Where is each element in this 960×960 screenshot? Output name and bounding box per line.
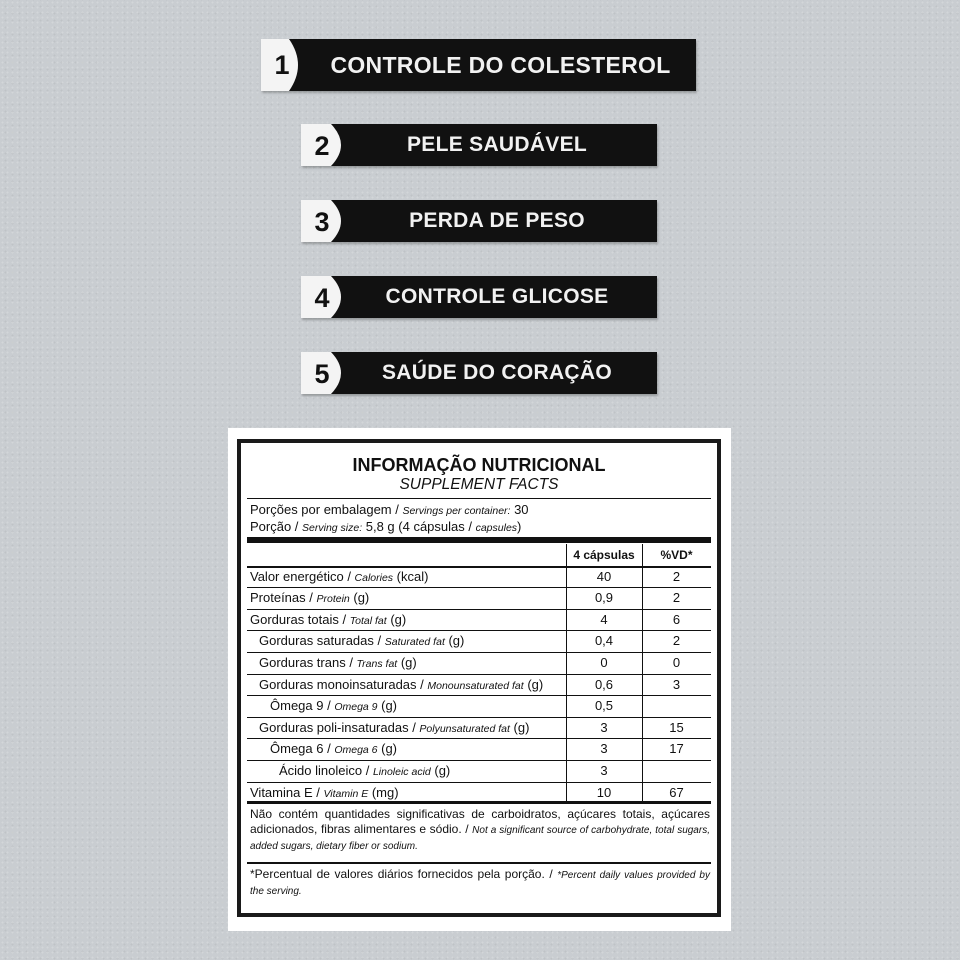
nutrient-name: Proteínas / — [250, 590, 317, 606]
nutrient-unit: (g) — [397, 655, 417, 670]
daily-value: 67 — [669, 784, 684, 800]
amount-value: 0,4 — [594, 633, 614, 649]
nutrient-unit: (g) — [430, 763, 451, 778]
nutrition-panel — [228, 428, 731, 931]
benefit-label: CONTROLE GLICOSE — [385, 285, 609, 308]
nutrient-name-en: Trans fat — [356, 658, 398, 670]
benefit-banner-5 — [301, 352, 657, 394]
amount-value: 10 — [596, 784, 612, 800]
nutrient-unit: (g) — [377, 698, 398, 714]
benefit-number: 2 — [314, 131, 330, 161]
nutrient-unit: (mg) — [368, 784, 399, 800]
table-row — [270, 741, 397, 758]
table-row — [259, 720, 529, 737]
serving-size: Porção / Serving size: 5,8 g (4 cápsulas / capsules) — [250, 519, 522, 534]
daily-value: 15 — [669, 719, 684, 735]
table-row — [279, 763, 450, 780]
row-divider — [247, 760, 711, 761]
number-badge-icon — [301, 200, 351, 242]
row-divider — [247, 674, 711, 675]
nutrient-unit: (g) — [386, 611, 407, 627]
number-badge-icon — [261, 39, 313, 91]
row-divider — [247, 695, 711, 696]
table-row — [250, 590, 369, 607]
nutrient-name-en: Saturated fat — [384, 636, 445, 649]
benefit-number: 4 — [314, 283, 330, 313]
benefit-number: 5 — [314, 359, 330, 389]
divider — [247, 566, 711, 568]
table-row — [259, 655, 417, 672]
row-divider — [247, 652, 711, 653]
row-divider — [247, 609, 711, 610]
nutrient-name: Gorduras trans / — [259, 655, 357, 670]
nutrient-name-en: Monounsaturated fat — [427, 679, 524, 692]
nutrient-name-en: Polyunsaturated fat — [419, 722, 510, 735]
servings-per-container: Porções por embalagem / Servings per container: 30 — [250, 502, 529, 517]
daily-value: 6 — [672, 611, 681, 627]
nutrient-name-en: Protein — [316, 593, 350, 606]
footnote-significance: Não contém quantidades significativas de carboidratos, açúcares totais, açúcares adicionados, fibras alimentares e sódio. / Not a significant source of carbohydrate, total sugars, added sugars, dietary fiber or sodium. — [250, 807, 710, 852]
daily-value: 3 — [672, 676, 681, 692]
row-divider — [247, 782, 711, 783]
nutrient-unit: (g) — [377, 741, 398, 757]
nutrition-facts-label — [237, 439, 721, 917]
row-divider — [247, 717, 711, 718]
amount-value: 3 — [600, 741, 608, 757]
benefit-banner-2 — [301, 124, 657, 166]
daily-value: 2 — [672, 633, 681, 649]
benefit-label: CONTROLE DO COLESTEROL — [330, 51, 671, 78]
nutrient-name-en: Omega 6 — [334, 744, 378, 757]
row-divider — [247, 630, 711, 631]
divider — [247, 862, 711, 864]
footnote-daily-values: *Percentual de valores diários fornecidos pela porção. / *Percent daily values provided by the serving. — [250, 867, 710, 897]
number-badge-icon — [301, 276, 351, 318]
benefit-banner-4 — [301, 276, 657, 318]
amount-value: 0,9 — [594, 590, 614, 606]
benefit-banner-1 — [261, 39, 696, 91]
daily-value: 17 — [669, 741, 684, 757]
label-subtitle: SUPPLEMENT FACTS — [399, 476, 559, 493]
daily-value: 0 — [672, 655, 681, 670]
amount-value: 0 — [600, 655, 608, 670]
benefit-number: 1 — [274, 50, 290, 80]
benefit-banner-3 — [301, 200, 657, 242]
amount-value: 0,5 — [594, 698, 614, 714]
nutrient-name: Gorduras saturadas / — [259, 633, 385, 649]
nutrient-name-en: Vitamin E — [323, 787, 369, 800]
nutrient-name: Gorduras monoinsaturadas / — [259, 676, 428, 692]
table-row — [259, 633, 464, 650]
amount-value: 4 — [600, 611, 608, 627]
nutrient-name: Ácido linoleico / — [279, 763, 373, 778]
amount-value: 3 — [600, 763, 608, 778]
nutrient-unit: (g) — [509, 719, 530, 735]
table-row — [250, 785, 399, 802]
divider — [247, 498, 711, 499]
number-badge-icon — [301, 124, 351, 166]
column-header-amount: 4 cápsulas — [573, 548, 635, 562]
amount-value: 40 — [596, 568, 612, 584]
row-divider — [247, 587, 711, 588]
nutrient-name: Valor energético / — [250, 568, 355, 584]
row-divider — [247, 738, 711, 739]
table-row — [250, 612, 406, 629]
column-header-dv: %VD* — [660, 548, 693, 562]
nutrient-name-en: Calories — [354, 571, 394, 584]
thick-divider — [247, 537, 711, 543]
table-row — [259, 677, 543, 694]
nutrient-name: Ômega 6 / — [270, 741, 335, 757]
nutrient-unit: (g) — [523, 676, 544, 692]
table-row — [250, 569, 428, 586]
nutrient-name: Gorduras totais / — [250, 611, 350, 627]
nutrient-name-en: Linoleic acid — [372, 766, 431, 778]
nutrient-name: Vitamina E / — [250, 784, 324, 800]
nutrient-name-en: Omega 9 — [334, 701, 378, 714]
benefit-label: SAÚDE DO CORAÇÃO — [382, 361, 612, 384]
table-row — [270, 698, 397, 715]
daily-value: 2 — [672, 590, 681, 606]
amount-value: 3 — [600, 719, 608, 735]
nutrient-name: Gorduras poli-insaturadas / — [259, 719, 420, 735]
benefit-label: PERDA DE PESO — [409, 209, 585, 232]
nutrient-name-en: Total fat — [349, 614, 387, 627]
amount-value: 0,6 — [594, 676, 614, 692]
benefit-label: PELE SAUDÁVEL — [406, 133, 588, 156]
nutrient-unit: (kcal) — [393, 568, 429, 584]
number-badge-icon — [301, 352, 351, 394]
benefit-number: 3 — [314, 207, 330, 237]
nutrient-unit: (g) — [444, 633, 465, 649]
daily-value: 2 — [672, 568, 681, 584]
nutrient-unit: (g) — [349, 590, 370, 606]
nutrient-name: Ômega 9 / — [270, 698, 335, 714]
label-title: INFORMAÇÃO NUTRICIONAL — [352, 455, 606, 475]
